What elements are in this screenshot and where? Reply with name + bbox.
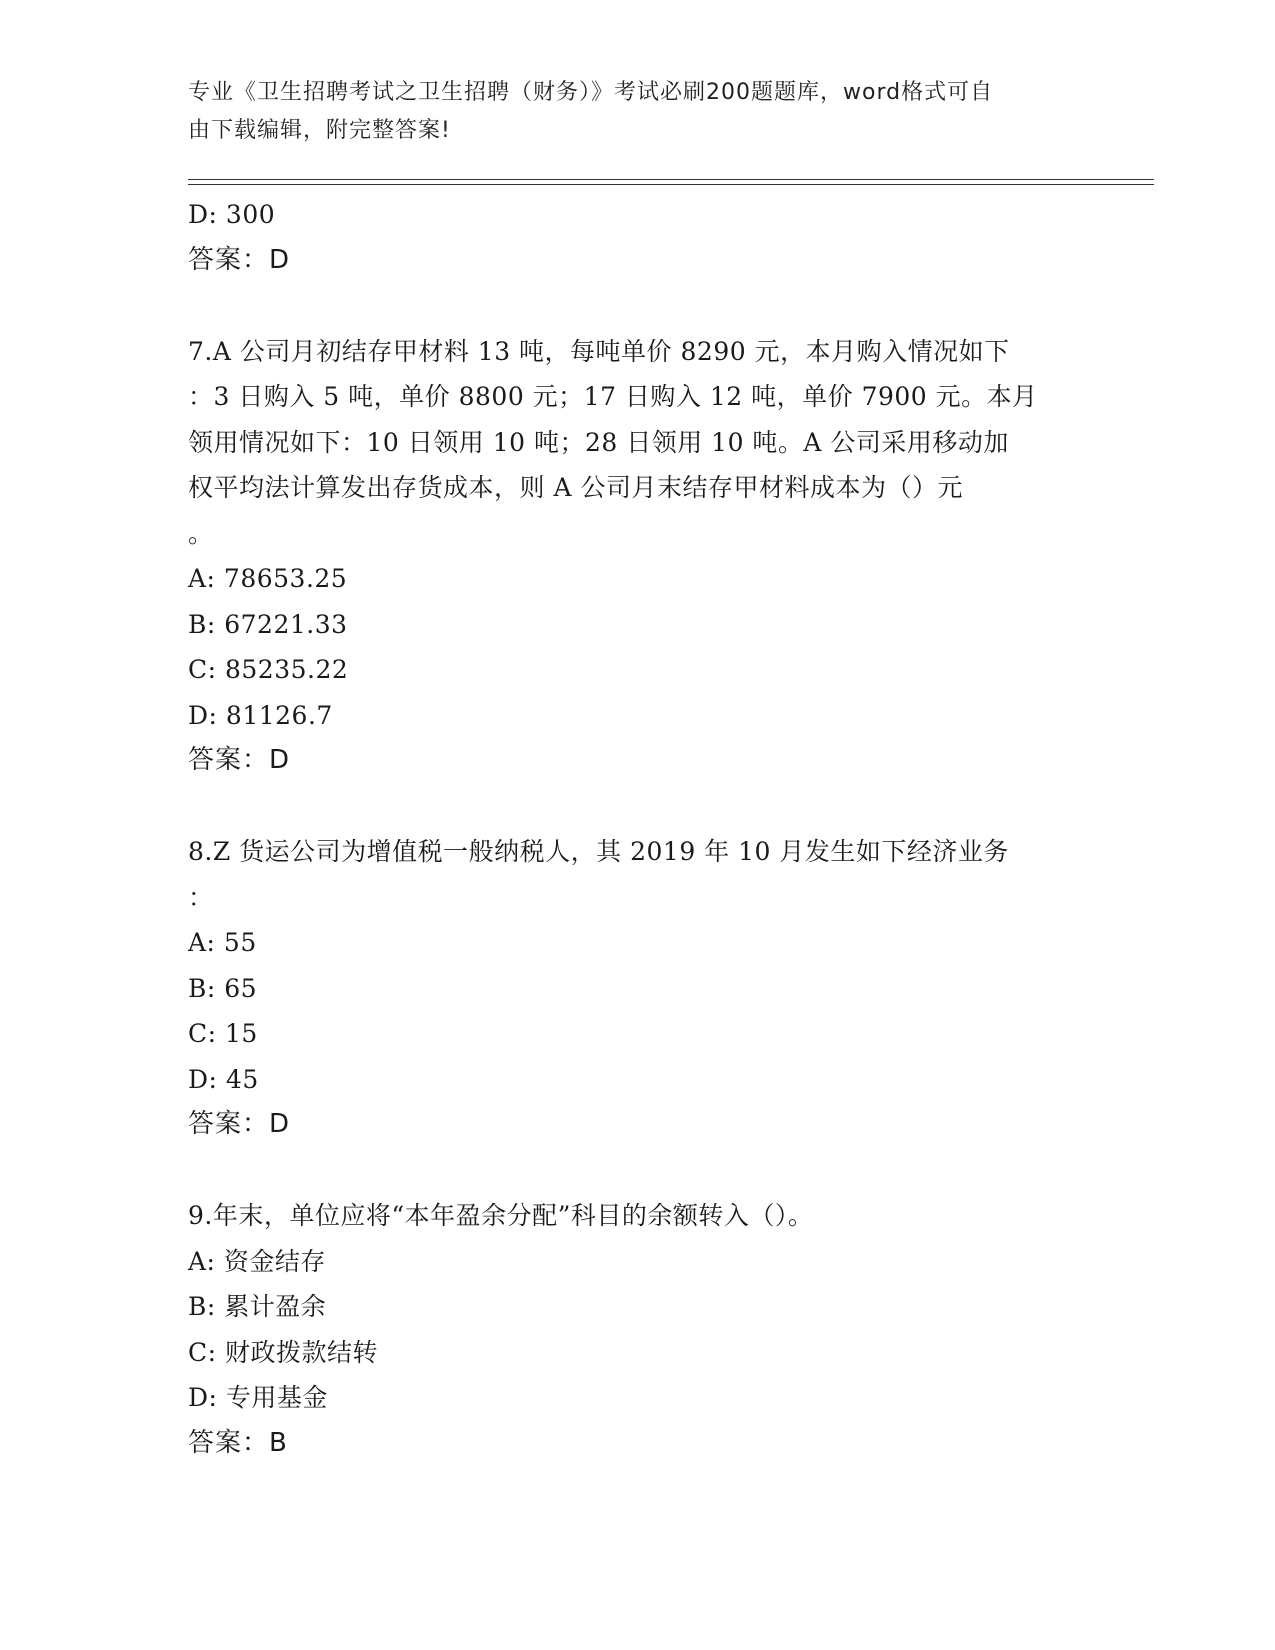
answer: 答案：D <box>188 1109 291 1139</box>
question-stem-line: 7.A 公司月初结存甲材料 13 吨，每吨单价 8290 元，本月购入情况如下 <box>188 336 1010 366</box>
question-stem-line: 领用情况如下：10 日领用 10 吨；28 日领用 10 吨。A 公司采用移动加 <box>188 427 1009 457</box>
option-b: B: 65 <box>188 973 258 1003</box>
question-stem-line: ：3 日购入 5 吨，单价 8800 元；17 日购入 12 吨，单价 7900 元。本月 <box>188 382 1038 411</box>
option-a: A: 55 <box>188 928 257 957</box>
question-8 <box>188 829 1088 1148</box>
question-stem-line: 权平均法计算发出存货成本，则 A 公司月末结存甲材料成本为（）元 <box>188 473 963 502</box>
question-9 <box>188 1193 1088 1466</box>
option-a: A: 资金结存 <box>188 1246 326 1276</box>
question-stem-line: 9.年末，单位应将“本年盈余分配”科目的余额转入（）。 <box>188 1201 814 1230</box>
header-line-1: 专业《卫生招聘考试之卫生招聘（财务）》考试必刷200题题库，word格式可自 <box>188 80 994 105</box>
answer: 答案：D <box>188 745 291 775</box>
option-b: B: 67221.33 <box>188 609 348 639</box>
header-line-2: 由下载编辑，附完整答案! <box>188 118 451 143</box>
prev-answer: 答案：D <box>188 244 291 275</box>
document-body <box>188 192 1088 1466</box>
question-7 <box>188 329 1088 784</box>
prev-option-d: D: 300 <box>188 200 276 229</box>
option-a: A: 78653.25 <box>188 564 348 593</box>
header-rule-bottom <box>188 184 1154 185</box>
spacer <box>188 1148 1088 1194</box>
option-c: C: 财政拨款结转 <box>188 1337 378 1367</box>
document-header <box>188 74 1068 150</box>
header-rule-top <box>188 179 1154 180</box>
option-b: B: 累计盈余 <box>188 1292 327 1321</box>
question-stem-line: ： <box>188 882 214 912</box>
option-c: C: 15 <box>188 1019 258 1048</box>
question-stem-line: 8.Z 货运公司为增值税一般纳税人，其 2019 年 10 月发生如下经济业务 <box>188 837 1009 866</box>
answer: 答案：B <box>188 1427 288 1458</box>
spacer <box>188 784 1088 830</box>
option-d: D: 专用基金 <box>188 1383 328 1412</box>
option-d: D: 81126.7 <box>188 700 333 730</box>
option-c: C: 85235.22 <box>188 655 349 684</box>
question-stem-line: 。 <box>188 518 214 548</box>
spacer <box>188 283 1088 329</box>
option-d: D: 45 <box>188 1064 259 1094</box>
